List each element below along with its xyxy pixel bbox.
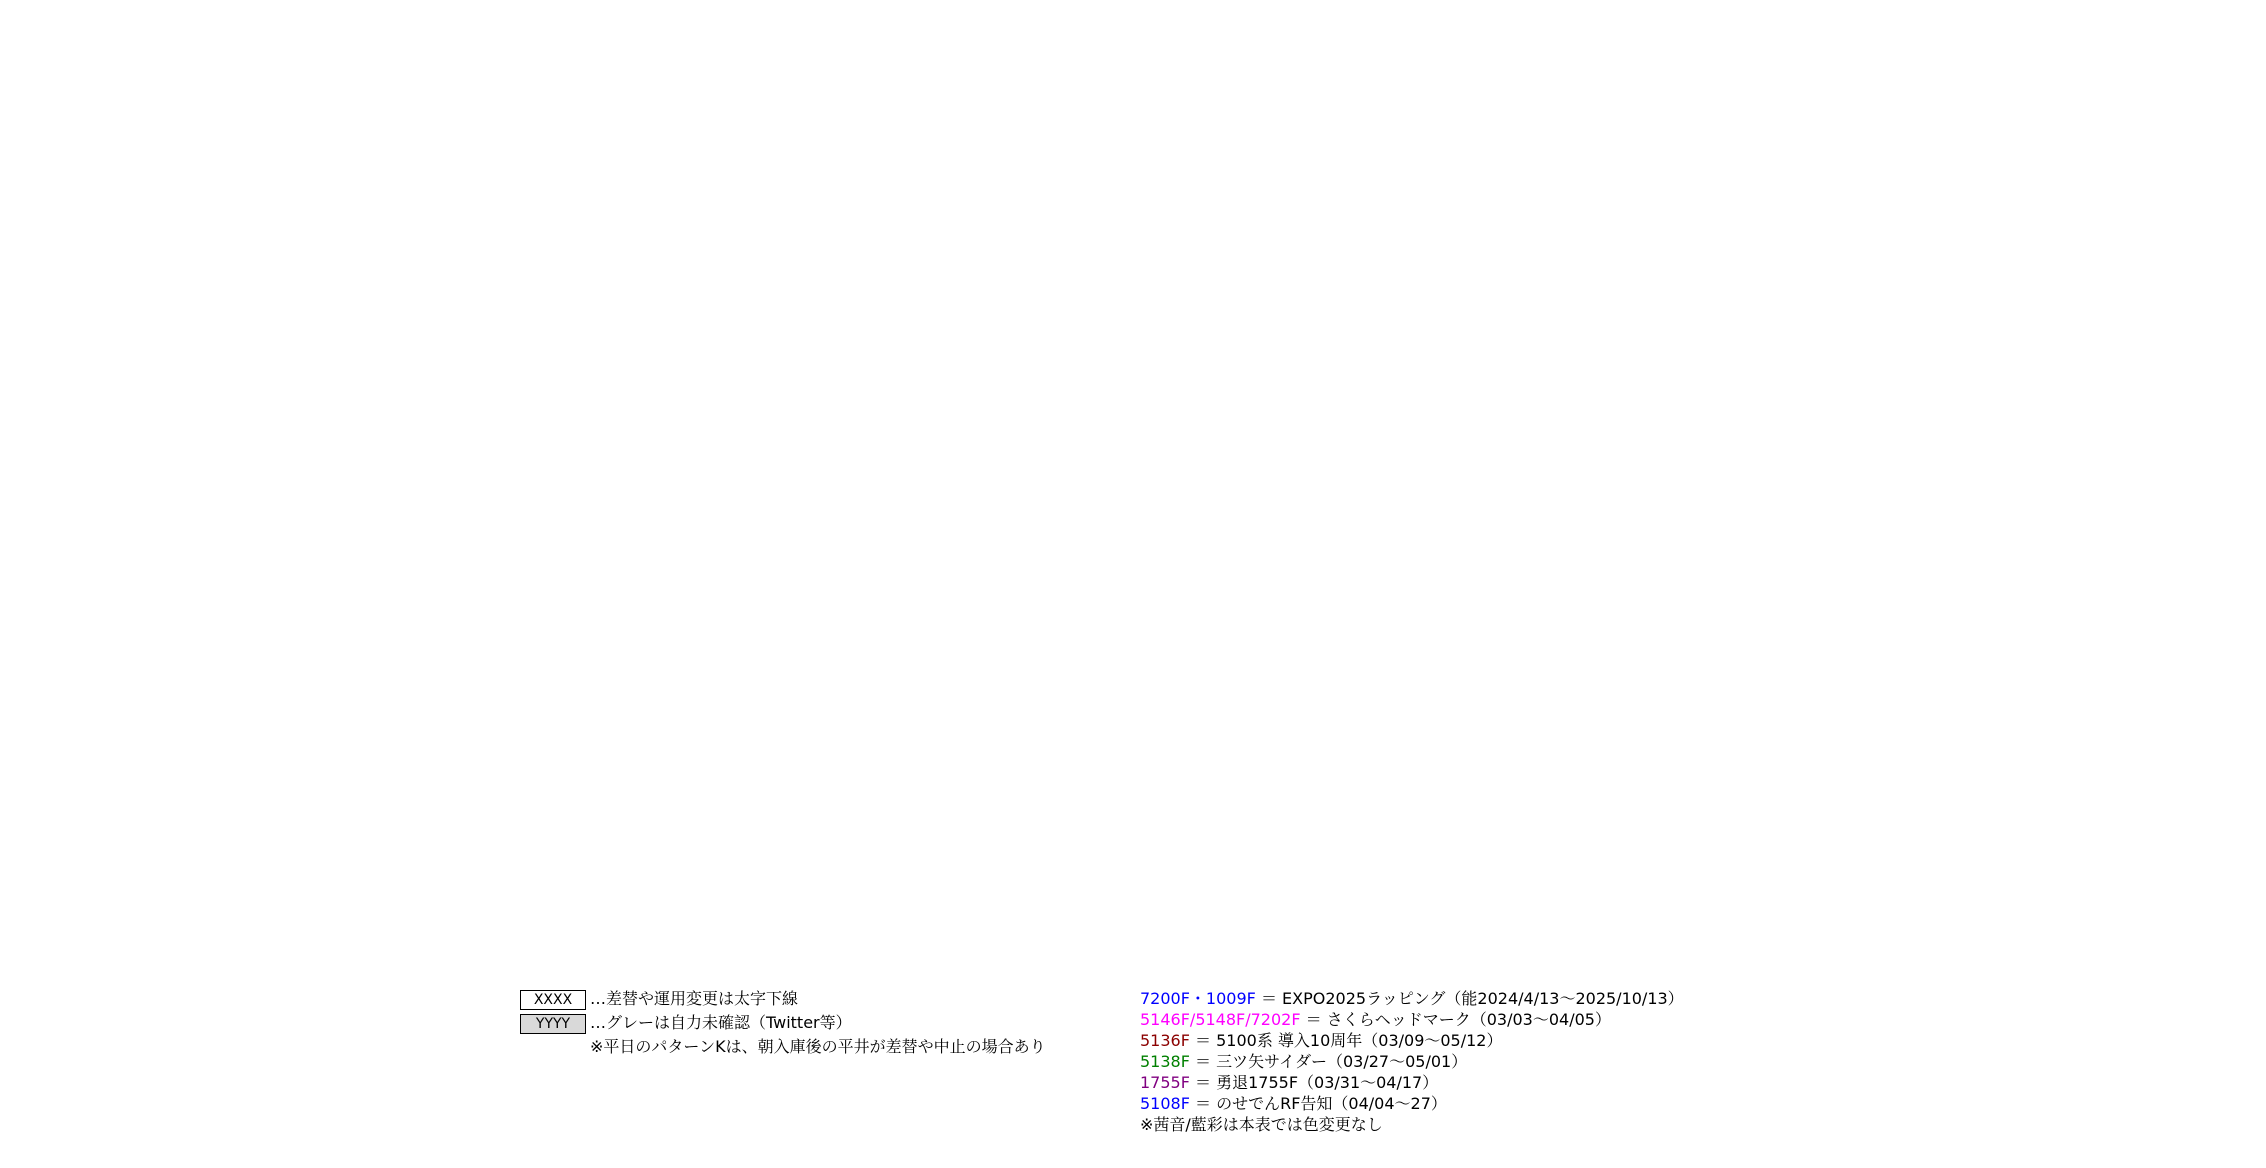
legend-desc: ＝ 三ツ矢サイダー（03/27〜05/01）	[1189, 1052, 1468, 1071]
legend-row-bold	[520, 988, 798, 1010]
legend-note: ※平日のパターンKは、朝入庫後の平井が差替や中止の場合あり	[590, 1037, 1046, 1056]
legend-desc: ※茜音/藍彩は本表では色変更なし	[1140, 1115, 1383, 1134]
legend-code: 5146F/5148F/7202F	[1140, 1010, 1301, 1029]
legend-code: 5138F	[1140, 1052, 1190, 1071]
legend-box-bold: XXXX	[520, 990, 586, 1010]
legend-desc: ＝ 勇退1755F（03/31〜04/17）	[1189, 1073, 1439, 1092]
legend-item-mitsuya	[1140, 1051, 1467, 1072]
legend-code: 1755F	[1140, 1073, 1190, 1092]
legend-item-noseden	[1140, 1093, 1447, 1114]
legend-desc: ＝ EXPO2025ラッピング（能2024/4/13〜2025/10/13）	[1255, 989, 1684, 1008]
legend-item-1755	[1140, 1072, 1438, 1093]
legend-code: 7200F・1009F	[1140, 989, 1256, 1008]
legend-gray-text: …グレーは自力未確認（Twitter等）	[590, 1013, 852, 1032]
legend-desc: ＝ のせでんRF告知（04/04〜27）	[1189, 1094, 1447, 1113]
legend-row-gray	[520, 1012, 852, 1034]
legend-code: 5108F	[1140, 1094, 1190, 1113]
legend-item-note	[1140, 1114, 1383, 1135]
legend-item-sakura	[1140, 1009, 1611, 1030]
legend-desc: ＝ さくらヘッドマーク（03/03〜04/05）	[1300, 1010, 1611, 1029]
legend-desc: ＝ 5100系 導入10周年（03/09〜05/12）	[1189, 1031, 1503, 1050]
legend-bold-text: …差替や運用変更は太字下線	[590, 989, 799, 1008]
legend-box-gray: YYYY	[520, 1014, 586, 1034]
legend	[520, 988, 2220, 1168]
legend-item-5100	[1140, 1030, 1502, 1051]
legend-code: 5136F	[1140, 1031, 1190, 1050]
legend-item-expo	[1140, 988, 1684, 1009]
